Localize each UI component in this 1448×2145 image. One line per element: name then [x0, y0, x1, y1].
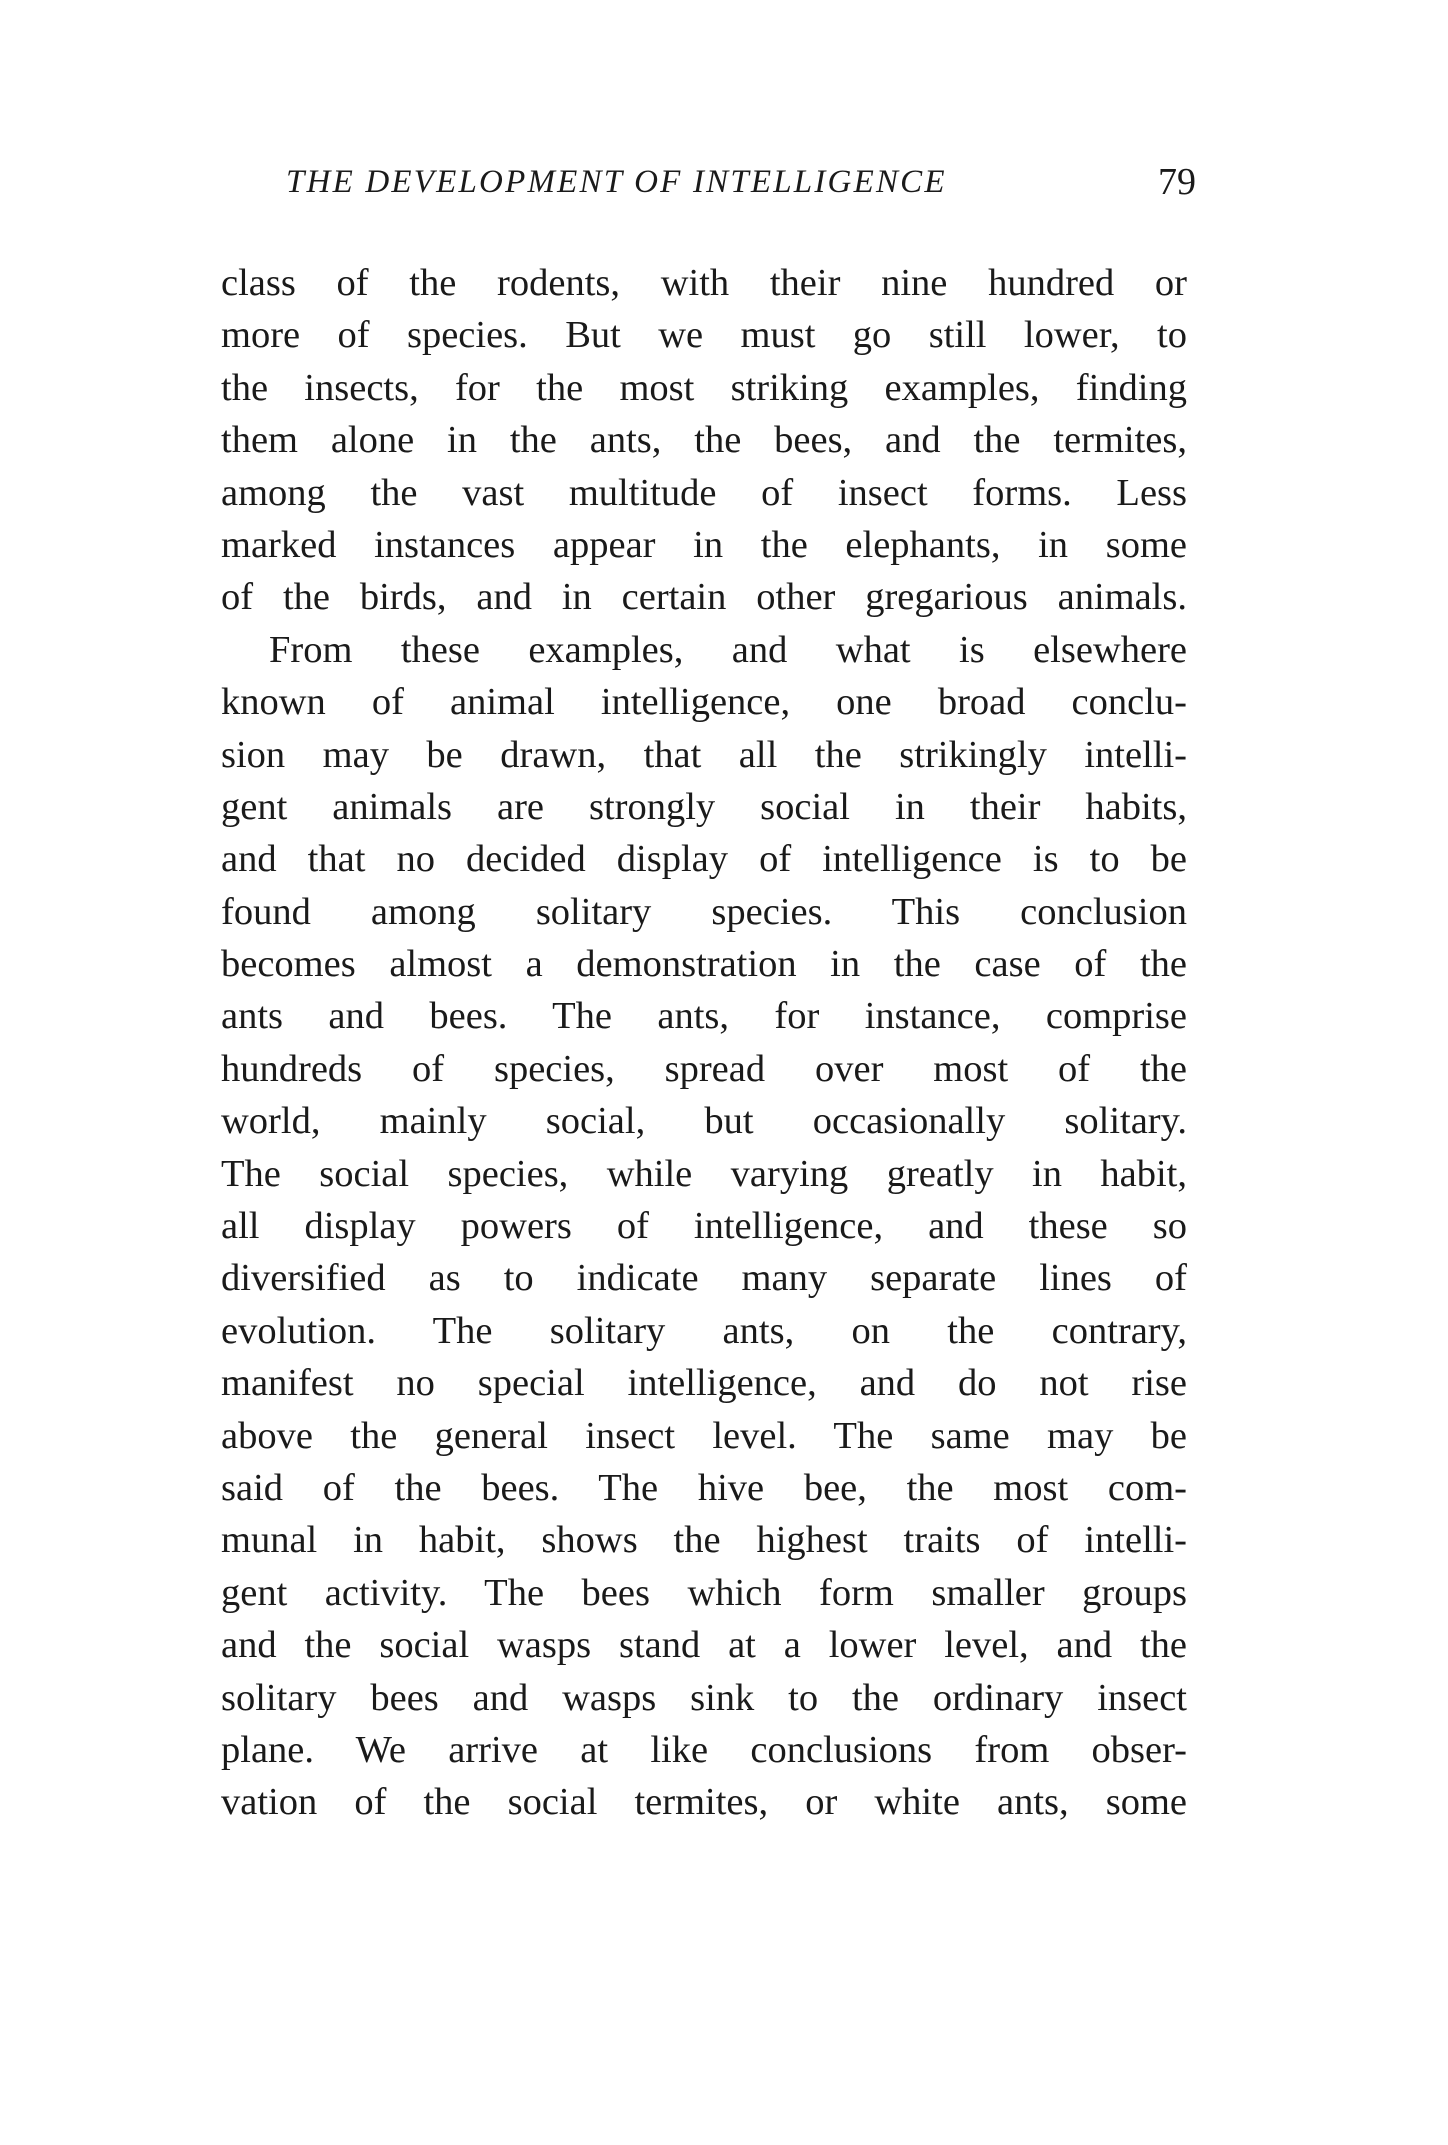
text-line: them alone in the ants, the bees, and the termites,	[221, 419, 1187, 462]
running-header: THE DEVELOPMENT OF INTELLIGENCE	[286, 164, 947, 200]
text-line: gent activity. The bees which form smaller groups	[221, 1571, 1187, 1614]
text-line: becomes almost a demonstration in the case of the	[221, 943, 1187, 986]
text-line: munal in habit, shows the highest traits of intelli-	[221, 1519, 1187, 1562]
text-line: gent animals are strongly social in their habits,	[221, 785, 1187, 828]
text-line: of the birds, and in certain other gregarious animals.	[221, 576, 1187, 619]
text-line: said of the bees. The hive bee, the most com-	[221, 1466, 1187, 1509]
body-text	[221, 257, 1187, 1829]
text-line: evolution. The solitary ants, on the contrary,	[221, 1309, 1187, 1352]
text-line: hundreds of species, spread over most of the	[221, 1047, 1187, 1090]
text-line: known of animal intelligence, one broad conclu-	[221, 681, 1187, 724]
text-line: sion may be drawn, that all the strikingly intelli-	[221, 733, 1187, 776]
text-line: more of species. But we must go still lower, to	[221, 314, 1187, 357]
text-line: The social species, while varying greatly in habit,	[221, 1152, 1187, 1195]
text-line: plane. We arrive at like conclusions from obser-	[221, 1728, 1187, 1771]
text-line: and the social wasps stand at a lower level, and the	[221, 1624, 1187, 1667]
text-line: the insects, for the most striking examples, finding	[221, 366, 1187, 409]
paragraph-start-line: From these examples, and what is elsewhere	[269, 628, 1187, 671]
text-line: all display powers of intelligence, and these so	[221, 1205, 1187, 1248]
text-line: class of the rodents, with their nine hundred or	[221, 262, 1187, 304]
text-line: and that no decided display of intelligence is to be	[221, 838, 1187, 881]
text-line: marked instances appear in the elephants, in some	[221, 523, 1187, 566]
text-line: manifest no special intelligence, and do not rise	[221, 1362, 1187, 1405]
text-line: found among solitary species. This conclusion	[221, 890, 1187, 933]
page-number: 79	[1158, 161, 1196, 203]
text-line: ants and bees. The ants, for instance, comprise	[221, 995, 1187, 1038]
text-line: solitary bees and wasps sink to the ordinary insect	[221, 1676, 1187, 1719]
text-line: among the vast multitude of insect forms. Less	[221, 471, 1187, 514]
text-line: above the general insect level. The same may be	[221, 1414, 1187, 1457]
text-line: diversified as to indicate many separate lines of	[221, 1257, 1187, 1300]
text-line: world, mainly social, but occasionally solitary.	[221, 1100, 1187, 1143]
text-line: vation of the social termites, or white ants, some	[221, 1781, 1187, 1824]
